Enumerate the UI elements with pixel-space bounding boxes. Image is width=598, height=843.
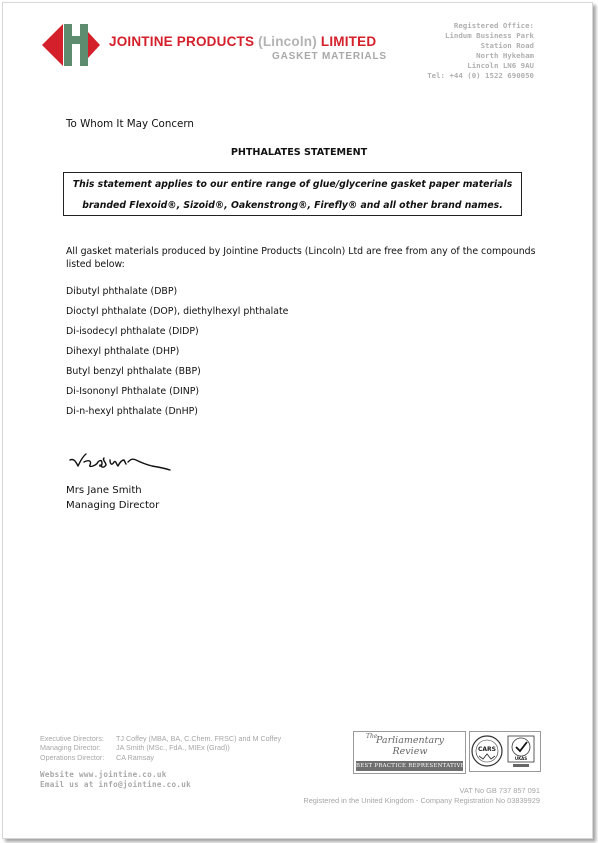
- statement-box-line: branded Flexoid®, Sizoid®, Oakenstrong®, Firefly® and all other brand names.: [82, 200, 503, 211]
- registered-office-address: [427, 21, 534, 82]
- director-row: [40, 743, 281, 752]
- parliamentary-review-name: Parliamentary Review: [375, 735, 445, 757]
- director-row: [40, 753, 281, 762]
- company-name-limited: LIMITED: [320, 34, 377, 49]
- statement-title: PHTHALATES STATEMENT: [230, 147, 368, 158]
- director-row: [40, 734, 281, 743]
- address-line: Lincoln LN6 9AU: [467, 61, 534, 71]
- director-label: Executive Directors:: [40, 734, 104, 743]
- director-value: JA Smith (MSc., FdA., MIEx (Grad)): [116, 743, 230, 753]
- salutation: To Whom It May Concern: [66, 118, 194, 130]
- certification-badge-icon: [469, 731, 541, 772]
- company-registration: [303, 786, 540, 806]
- compound-item: Dibutyl phthalate (DBP): [66, 286, 178, 297]
- compound-item: Di-isodecyl phthalate (DIDP): [66, 326, 199, 337]
- signer-name: Mrs Jane Smith: [66, 485, 142, 496]
- director-label: Operations Director:: [40, 752, 105, 762]
- ukas-text: UKAS: [514, 756, 528, 761]
- website-link[interactable]: Website www.jointine.co.uk: [40, 770, 167, 779]
- company-name-lincoln: (Lincoln): [258, 34, 317, 49]
- company-logo-icon: [42, 24, 100, 66]
- compound-item: Di-Isononyl Phthalate (DINP): [66, 386, 200, 397]
- company-name: [109, 34, 376, 49]
- directors-list: [40, 734, 281, 762]
- statement-box-line: This statement applies to our entire range of glue/glycerine gasket paper materials: [72, 179, 513, 190]
- handwritten-signature: [66, 448, 176, 476]
- compound-item: Butyl benzyl phthalate (BBP): [66, 366, 201, 377]
- compound-item: Dihexyl phthalate (DHP): [66, 346, 180, 357]
- email-link[interactable]: Email us at info@jointine.co.uk: [40, 780, 192, 790]
- contact-links: [40, 770, 191, 791]
- parliamentary-review-badge: [353, 731, 466, 774]
- signer-title: Managing Director: [66, 499, 160, 511]
- signer-block: [66, 484, 159, 513]
- address-line: Station Road: [480, 41, 534, 51]
- director-value: TJ Coffey (MBA, BA, C.Chem. FRSC) and M Coffey: [116, 734, 282, 743]
- address-phone: Tel: +44 (0) 1522 690050: [427, 71, 534, 81]
- parliamentary-review-logo: [364, 735, 456, 757]
- vat-number: VAT No GB 737 857 091: [459, 786, 540, 795]
- address-line: North Hykeham: [476, 51, 534, 61]
- registration-number: Registered in the United Kingdom - Company Registration No 03839929: [303, 795, 540, 805]
- best-practice-label: BEST PRACTICE REPRESENTATIVE: [356, 763, 465, 769]
- compound-item: Dioctyl phthalate (DOP), diethylhexyl phthalate: [66, 306, 289, 317]
- director-value: CA Ramsay: [116, 752, 154, 762]
- statement-box: [63, 172, 522, 216]
- address-line: Registered Office:: [453, 21, 534, 30]
- company-subtitle: GASKET MATERIALS: [272, 51, 387, 62]
- company-name-main: JOINTINE PRODUCTS: [109, 34, 255, 49]
- parliamentary-review-the: The: [366, 733, 378, 740]
- cars-text: CARS: [478, 746, 496, 753]
- intro-paragraph: All gasket materials produced by Jointine Products (Lincoln) Ltd are free from any of the compounds listed below:: [66, 246, 536, 271]
- director-label: Managing Director:: [40, 743, 101, 753]
- compound-item: Di-n-hexyl phthalate (DnHP): [66, 406, 198, 417]
- address-line: Lindum Business Park: [445, 31, 534, 41]
